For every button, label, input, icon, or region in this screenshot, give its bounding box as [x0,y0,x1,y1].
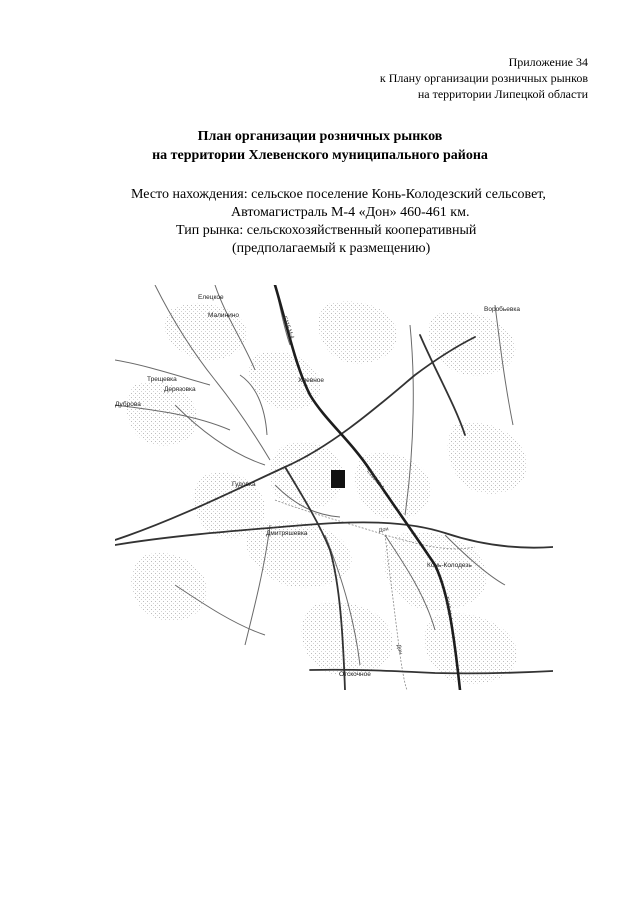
place-label: Дуброва [115,401,141,408]
appendix-line-3: на территории Липецкой области [417,87,588,101]
market-type-line-1: Тип рынка: сельскохозяйственный кооперативный [176,223,477,238]
road-label: E115 М-4 [281,315,295,340]
place-label: Конь-Колодезь [427,562,472,569]
title-line-2: на территории Хлевенского муниципального района [152,148,488,163]
market-location-marker [331,470,345,488]
document-title [0,127,640,165]
location-map [115,285,553,690]
place-label: Дмитряшевка [266,530,308,537]
terrain-area [384,532,487,610]
terrain-area [301,602,393,675]
terrain-area [131,553,207,621]
map-svg [115,285,553,690]
place-label: Воробьевка [484,306,520,313]
location-line-2: Автомагистраль М-4 «Дон» 460-461 км. [231,205,470,220]
place-label: Дерязовка [164,386,196,393]
terrain-area [318,301,397,363]
road-label: E115 М-4 [365,468,385,491]
market-type-line-2: (предполагаемый к размещению) [232,241,431,256]
river-label: Дон [378,526,390,534]
place-label: Гудовка [232,481,256,488]
river-label: Дон [395,643,404,656]
place-label: Малинино [208,312,239,319]
place-label: Елецкое [198,294,224,301]
place-label: Хлевное [298,377,325,384]
terrain-area [428,312,515,376]
road-label: E115 М-4 [443,596,454,621]
appendix-header [380,54,588,102]
location-line-1: Место нахождения: сельское поселение Конь-Колодезский сельсовет, [131,187,546,202]
title-line-1: План организации розничных рынков [197,129,443,144]
appendix-line-2: к Плану организации розничных рынков [379,71,588,85]
appendix-line-1: Приложение 34 [508,55,588,69]
place-label: Отскочное [339,671,371,678]
terrain-area [448,422,527,493]
terrain-areas [127,301,528,683]
place-label: Трещевка [147,376,177,383]
